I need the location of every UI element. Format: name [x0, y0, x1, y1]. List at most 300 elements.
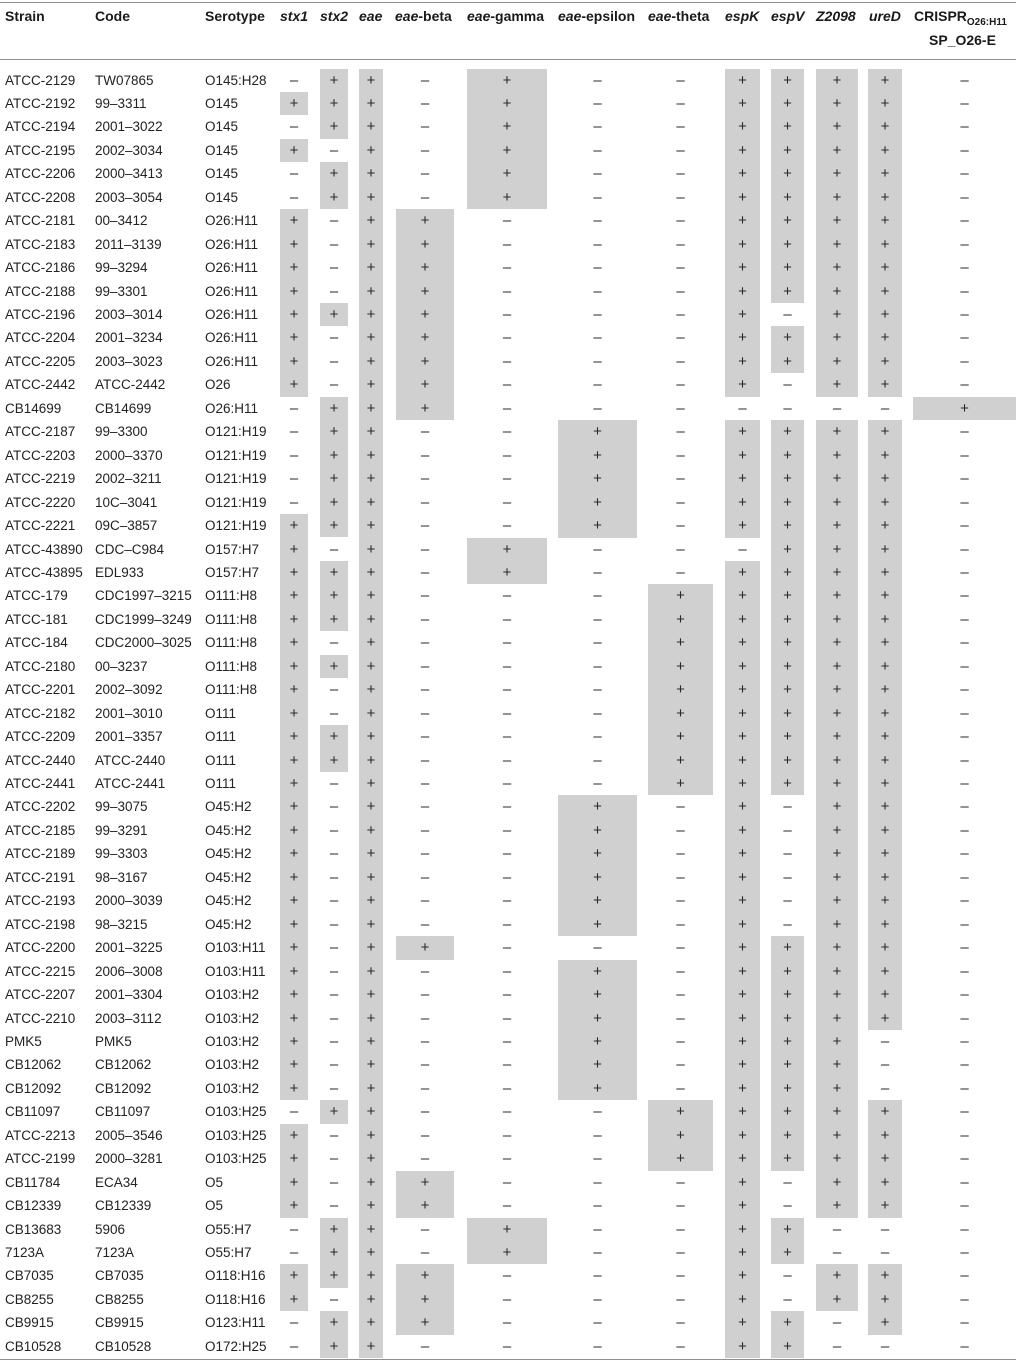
cell-stx2: –: [329, 892, 339, 910]
cell-stx2: +: [329, 587, 339, 605]
cell-ured: –: [880, 1079, 890, 1097]
cell-eae: +: [366, 212, 376, 230]
cell-crispr: –: [960, 212, 969, 230]
cell-eae: +: [366, 1009, 376, 1027]
cell-espk: +: [738, 94, 747, 112]
cell-stx2: –: [329, 1126, 339, 1144]
cell-eae-beta: –: [420, 94, 430, 112]
cell-code: 98–3167: [95, 869, 148, 885]
cell-strain: CB14699: [5, 400, 62, 416]
cell-eae: +: [366, 1267, 376, 1285]
cell-code: 2002–3092: [95, 682, 163, 698]
cell-espv: +: [783, 423, 792, 441]
cell-eae: +: [366, 587, 376, 605]
cell-eae-theta: –: [676, 118, 685, 136]
cell-eae-beta: –: [420, 563, 430, 581]
cell-espk: +: [738, 376, 747, 394]
cell-ured: +: [880, 634, 890, 652]
cell-eae: +: [366, 517, 376, 535]
col-header-ured: ureD: [869, 8, 901, 24]
cell-ured: +: [880, 845, 890, 863]
cell-eae-beta: –: [420, 892, 430, 910]
cell-espk: +: [738, 681, 747, 699]
cell-z2098: +: [832, 470, 842, 488]
cell-serotype: O111: [205, 729, 237, 745]
cell-eae-theta: –: [676, 376, 685, 394]
cell-code: 99–3311: [95, 95, 147, 111]
cell-serotype: O26:H11: [205, 353, 259, 369]
cell-eae-beta: +: [420, 1290, 430, 1308]
cell-eae-epsilon: –: [593, 563, 602, 581]
cell-crispr: +: [960, 399, 969, 417]
cell-stx1: +: [289, 657, 299, 675]
cell-z2098: +: [832, 821, 842, 839]
cell-code: CB12339: [95, 1198, 152, 1214]
cell-eae-beta: +: [420, 306, 430, 323]
cell-stx2: +: [329, 423, 339, 441]
cell-eae-theta: +: [676, 1103, 685, 1121]
cell-ured: +: [880, 94, 890, 112]
cell-serotype: O145:H28: [205, 72, 267, 88]
cell-serotype: O111: [205, 776, 237, 791]
cell-espk: +: [738, 212, 747, 230]
cell-espv: +: [783, 329, 792, 347]
cell-espk: +: [738, 1244, 747, 1261]
cell-ured: +: [880, 141, 890, 159]
cell-eae: +: [366, 141, 376, 159]
cell-strain: ATCC-2129: [5, 72, 76, 88]
cell-code: 2002–3211: [95, 471, 162, 487]
cell-espk: +: [738, 423, 747, 441]
cell-stx2: –: [329, 259, 339, 277]
cell-eae-gamma: –: [502, 1314, 512, 1332]
cell-serotype: O55:H7: [205, 1245, 252, 1260]
cell-crispr: –: [960, 1056, 969, 1074]
cell-espk: +: [738, 1079, 747, 1097]
cell-eae-epsilon: +: [593, 962, 602, 980]
cell-serotype: O145: [205, 166, 239, 182]
cell-eae: +: [366, 446, 376, 464]
cell-eae-epsilon: –: [593, 1267, 602, 1285]
cell-eae: +: [366, 1056, 376, 1074]
cell-code: CB7035: [95, 1268, 144, 1284]
cell-strain: ATCC-2194: [5, 119, 76, 135]
cell-eae-gamma: –: [502, 423, 512, 441]
cell-stx2: –: [329, 704, 339, 722]
cell-serotype: O45:H2: [205, 893, 252, 909]
cell-eae-epsilon: –: [593, 1337, 602, 1355]
cell-eae: +: [366, 470, 376, 488]
cell-eae-gamma: –: [502, 986, 512, 1004]
cell-strain: ATCC-2181: [5, 213, 76, 229]
cell-eae: +: [366, 728, 376, 746]
cell-z2098: +: [832, 329, 842, 347]
cell-crispr: –: [960, 1290, 969, 1308]
cell-stx2: –: [329, 1150, 339, 1168]
cell-stx1: +: [289, 939, 299, 957]
cell-eae-theta: +: [676, 751, 685, 769]
cell-espk: +: [738, 962, 747, 980]
cell-z2098: +: [832, 517, 842, 535]
cell-crispr: –: [960, 1009, 969, 1027]
cell-strain: ATCC-2215: [5, 963, 76, 979]
cell-strain: ATCC-2182: [5, 705, 76, 721]
cell-code: 2003–3023: [95, 353, 163, 369]
cell-crispr: –: [960, 470, 969, 488]
cell-espk: +: [738, 1314, 747, 1332]
cell-espv: –: [783, 1267, 792, 1285]
cell-crispr: –: [960, 821, 969, 839]
cell-espk: +: [738, 493, 747, 511]
cell-stx2: –: [329, 1290, 339, 1308]
cell-eae-gamma: +: [502, 1220, 512, 1238]
cell-espk: +: [738, 798, 747, 816]
cell-serotype: O111:H8: [205, 658, 258, 674]
cell-espk: +: [738, 1009, 747, 1027]
cell-eae-beta: –: [420, 1337, 430, 1355]
cell-stx2: –: [329, 1032, 339, 1050]
cell-espv: –: [783, 376, 792, 394]
cell-eae-gamma: –: [502, 1267, 512, 1285]
cell-espk: +: [738, 329, 747, 347]
crispr-main: CRISPR: [914, 8, 967, 24]
cell-serotype: O103:H11: [205, 963, 266, 979]
cell-stx2: –: [329, 962, 339, 980]
cell-crispr: –: [960, 986, 969, 1004]
cell-code: 2011–3139: [95, 236, 162, 252]
cell-stx2: –: [329, 939, 339, 957]
cell-strain: ATCC-2441: [5, 776, 76, 791]
cell-serotype: O26:H11: [205, 330, 259, 346]
cell-eae-gamma: –: [502, 1173, 512, 1191]
cell-strain: ATCC-43890: [5, 541, 83, 557]
cell-stx1: +: [289, 282, 299, 300]
cell-strain: ATCC-2196: [5, 307, 76, 322]
cell-crispr: –: [960, 845, 969, 863]
cell-serotype: O103:H25: [205, 1127, 267, 1143]
col-header-stx1: stx1: [280, 8, 309, 24]
cell-eae-gamma: –: [502, 775, 512, 792]
cell-eae-theta: +: [676, 634, 685, 652]
cell-espv: +: [783, 282, 792, 300]
cell-stx1: +: [289, 1173, 299, 1191]
cell-eae-theta: –: [676, 1314, 685, 1332]
cell-z2098: +: [832, 845, 842, 863]
cell-stx2: –: [329, 845, 339, 863]
cell-code: 99–3301: [95, 283, 148, 299]
cell-code: ECA34: [95, 1174, 138, 1190]
cell-strain: ATCC-184: [5, 635, 68, 651]
cell-stx2: –: [329, 540, 339, 558]
cell-ured: +: [880, 587, 890, 605]
cell-espv: +: [783, 775, 792, 792]
cell-espv: +: [783, 657, 792, 675]
cell-serotype: O5: [205, 1174, 224, 1190]
cell-espv: +: [783, 986, 792, 1004]
cell-eae-gamma: –: [502, 212, 512, 230]
cell-espv: +: [783, 235, 792, 253]
cell-stx1: +: [289, 352, 299, 370]
cell-eae-beta: –: [420, 71, 430, 89]
cell-espv: +: [783, 1079, 792, 1097]
cell-eae-epsilon: –: [593, 540, 602, 558]
cell-eae-beta: –: [420, 1009, 430, 1027]
cell-stx1: +: [289, 540, 299, 558]
cell-stx1: –: [289, 188, 299, 206]
cell-z2098: +: [832, 681, 842, 699]
cell-strain: ATCC-2180: [5, 658, 76, 674]
cell-stx1: +: [289, 376, 299, 394]
cell-ured: +: [880, 165, 890, 183]
cell-stx1: +: [289, 610, 299, 628]
cell-z2098: +: [832, 1150, 842, 1168]
cell-crispr: –: [960, 165, 969, 183]
cell-espk: +: [738, 352, 747, 370]
cell-crispr: –: [960, 1079, 969, 1097]
cell-z2098: +: [832, 352, 842, 370]
cell-espv: +: [783, 1103, 792, 1121]
cell-eae-gamma: –: [502, 493, 512, 511]
cell-espk: +: [738, 306, 747, 323]
cell-eae-beta: –: [420, 751, 430, 769]
cell-espk: +: [738, 892, 747, 910]
cell-serotype: O26:H11: [205, 307, 259, 322]
cell-eae-gamma: +: [502, 563, 512, 581]
cell-eae-gamma: +: [502, 141, 512, 159]
cell-eae-epsilon: –: [593, 1173, 602, 1191]
cell-stx1: +: [289, 259, 299, 277]
cell-eae-epsilon: –: [593, 1150, 602, 1168]
cell-z2098: +: [832, 657, 842, 675]
cell-z2098: +: [832, 94, 842, 112]
cell-code: CDC1997–3215: [95, 588, 192, 604]
cell-code: 99–3300: [95, 424, 148, 440]
cell-eae: +: [366, 399, 376, 417]
header-rule: [0, 59, 1016, 60]
cell-code: 99–3075: [95, 799, 148, 815]
cell-code: 2000–3039: [95, 893, 163, 909]
cell-strain: CB13683: [5, 1221, 62, 1237]
cell-stx1: +: [289, 306, 299, 323]
cell-espk: +: [738, 1103, 747, 1121]
cell-crispr: –: [960, 1032, 969, 1050]
col-header-eae-theta: [648, 8, 709, 25]
cell-espv: –: [783, 306, 792, 323]
cell-z2098: +: [832, 587, 842, 605]
cell-stx1: –: [289, 1103, 299, 1121]
cell-crispr: –: [960, 775, 969, 792]
cell-strain: ATCC-2187: [5, 424, 76, 440]
cell-crispr: –: [960, 962, 969, 980]
cell-stx2: –: [329, 868, 339, 886]
cell-eae-epsilon: +: [593, 821, 602, 839]
cell-eae-gamma: –: [502, 751, 512, 769]
cell-eae-epsilon: –: [593, 235, 602, 253]
cell-eae-gamma: –: [502, 728, 512, 746]
cell-stx2: –: [329, 235, 339, 253]
cell-stx1: +: [289, 1079, 299, 1097]
cell-code: 2001–3225: [95, 940, 163, 956]
cell-eae-beta: –: [420, 423, 430, 441]
cell-eae: +: [366, 71, 376, 89]
cell-eae: +: [366, 1290, 376, 1308]
cell-stx1: –: [289, 118, 299, 136]
cell-eae-theta: –: [676, 188, 685, 206]
cell-serotype: O123:H11: [205, 1315, 266, 1331]
cell-serotype: O5: [205, 1198, 224, 1214]
cell-code: CB14699: [95, 400, 152, 416]
cell-eae-gamma: –: [502, 470, 512, 488]
cell-eae-epsilon: +: [593, 986, 602, 1004]
cell-stx2: –: [329, 329, 339, 347]
cell-espv: +: [783, 1150, 792, 1168]
cell-eae-gamma: –: [502, 1337, 512, 1355]
cell-strain: ATCC-2207: [5, 987, 76, 1003]
cell-ured: +: [880, 563, 890, 581]
cell-serotype: O103:H2: [205, 1080, 260, 1096]
cell-ured: –: [880, 1337, 890, 1355]
cell-eae-epsilon: –: [593, 212, 602, 230]
cell-espv: +: [783, 1126, 792, 1144]
cell-eae: +: [366, 188, 376, 206]
cell-crispr: –: [960, 188, 969, 206]
cell-eae: +: [366, 493, 376, 511]
cell-espv: +: [783, 1337, 792, 1355]
cell-espk: +: [738, 868, 747, 886]
cell-espv: +: [783, 610, 792, 628]
cell-ured: +: [880, 681, 890, 699]
cell-ured: +: [880, 775, 890, 792]
cell-code: 2001–3022: [95, 119, 163, 135]
cell-eae-gamma: –: [502, 1197, 512, 1215]
cell-z2098: –: [832, 1337, 842, 1355]
cell-crispr: –: [960, 1103, 969, 1121]
cell-espk: +: [738, 1056, 747, 1074]
cell-crispr: –: [960, 1314, 969, 1332]
cell-espv: +: [783, 352, 792, 370]
cell-espk: +: [738, 1220, 747, 1238]
cell-code: 7123A: [95, 1245, 135, 1260]
cell-eae-theta: –: [676, 235, 685, 253]
cell-eae-beta: –: [420, 1032, 430, 1050]
cell-crispr: –: [960, 376, 969, 394]
cell-crispr: –: [960, 704, 969, 722]
cell-strain: ATCC-2185: [5, 822, 76, 838]
cell-espv: +: [783, 118, 792, 136]
cell-stx2: –: [329, 1197, 339, 1215]
cell-eae-epsilon: –: [593, 657, 602, 675]
cell-strain: ATCC-2202: [5, 799, 76, 815]
cell-eae-epsilon: –: [593, 165, 602, 183]
cell-stx2: –: [329, 775, 339, 792]
cell-code: 98–3215: [95, 916, 148, 932]
cell-eae-theta: –: [676, 962, 685, 980]
cell-eae-gamma: –: [502, 1290, 512, 1308]
cell-ured: +: [880, 915, 890, 933]
cell-stx2: +: [329, 1103, 339, 1121]
col-header-code: Code: [95, 8, 130, 24]
cell-eae-beta: +: [420, 1314, 430, 1332]
cell-strain: CB8255: [5, 1291, 54, 1307]
cell-stx2: –: [329, 282, 339, 300]
cell-stx2: +: [329, 71, 339, 89]
cell-crispr: –: [960, 493, 969, 511]
cell-eae-epsilon: +: [593, 798, 602, 816]
cell-eae-gamma: –: [502, 1103, 512, 1121]
cell-stx2: +: [329, 446, 339, 464]
cell-stx1: –: [289, 423, 299, 441]
cell-crispr: –: [960, 352, 969, 370]
cell-eae-beta: –: [420, 610, 430, 628]
cell-code: CDC2000–3025: [95, 635, 192, 651]
cell-stx1: +: [289, 798, 299, 816]
cell-eae-epsilon: +: [593, 892, 602, 910]
cell-espv: –: [783, 915, 792, 933]
cell-stx2: +: [329, 165, 339, 183]
cell-stx1: –: [289, 493, 299, 511]
cell-z2098: +: [832, 962, 842, 980]
cell-eae-beta: +: [420, 329, 430, 347]
cell-eae: +: [366, 657, 376, 675]
cell-eae-theta: –: [676, 446, 685, 464]
cell-z2098: –: [832, 1314, 842, 1332]
cell-eae-epsilon: –: [593, 1290, 602, 1308]
cell-eae-gamma: –: [502, 868, 512, 886]
cell-z2098: +: [832, 235, 842, 253]
cell-z2098: +: [832, 775, 842, 792]
cell-eae-beta: –: [420, 118, 430, 136]
cell-ured: +: [880, 868, 890, 886]
cell-serotype: O45:H2: [205, 846, 252, 862]
cell-strain: ATCC-2191: [5, 869, 76, 885]
cell-eae: +: [366, 1197, 376, 1215]
cell-code: 2000–3370: [95, 447, 163, 463]
cell-eae: +: [366, 1244, 376, 1261]
cell-code: 09C–3857: [95, 518, 158, 534]
cell-stx2: +: [329, 118, 339, 136]
cell-eae-gamma: –: [502, 1126, 512, 1144]
cell-espk: +: [738, 915, 747, 933]
cell-stx1: +: [289, 868, 299, 886]
cell-code: CB8255: [95, 1291, 144, 1307]
cell-eae: +: [366, 892, 376, 910]
cell-eae-theta: +: [676, 657, 685, 675]
cell-ured: +: [880, 188, 890, 206]
cell-ured: +: [880, 118, 890, 136]
cell-espk: +: [738, 610, 747, 628]
cell-serotype: O26:H11: [205, 213, 259, 229]
cell-crispr: –: [960, 540, 969, 558]
cell-eae: +: [366, 775, 376, 792]
cell-espk: +: [738, 775, 747, 792]
cell-espk: +: [738, 282, 747, 300]
cell-espk: –: [738, 399, 747, 417]
cell-eae-gamma: +: [502, 165, 512, 183]
cell-eae: +: [366, 94, 376, 112]
cell-serotype: O26: [205, 377, 231, 393]
cell-eae-theta: –: [676, 165, 685, 183]
cell-serotype: O45:H2: [205, 869, 252, 885]
cell-espv: +: [783, 962, 792, 980]
cell-strain: ATCC-2205: [5, 353, 76, 369]
cell-crispr: –: [960, 1150, 969, 1168]
cell-espk: +: [738, 1337, 747, 1355]
cell-eae-theta: –: [676, 1032, 685, 1050]
cell-eae-theta: –: [676, 352, 685, 370]
cell-eae-gamma: –: [502, 259, 512, 277]
cell-eae: +: [366, 962, 376, 980]
cell-z2098: +: [832, 423, 842, 441]
